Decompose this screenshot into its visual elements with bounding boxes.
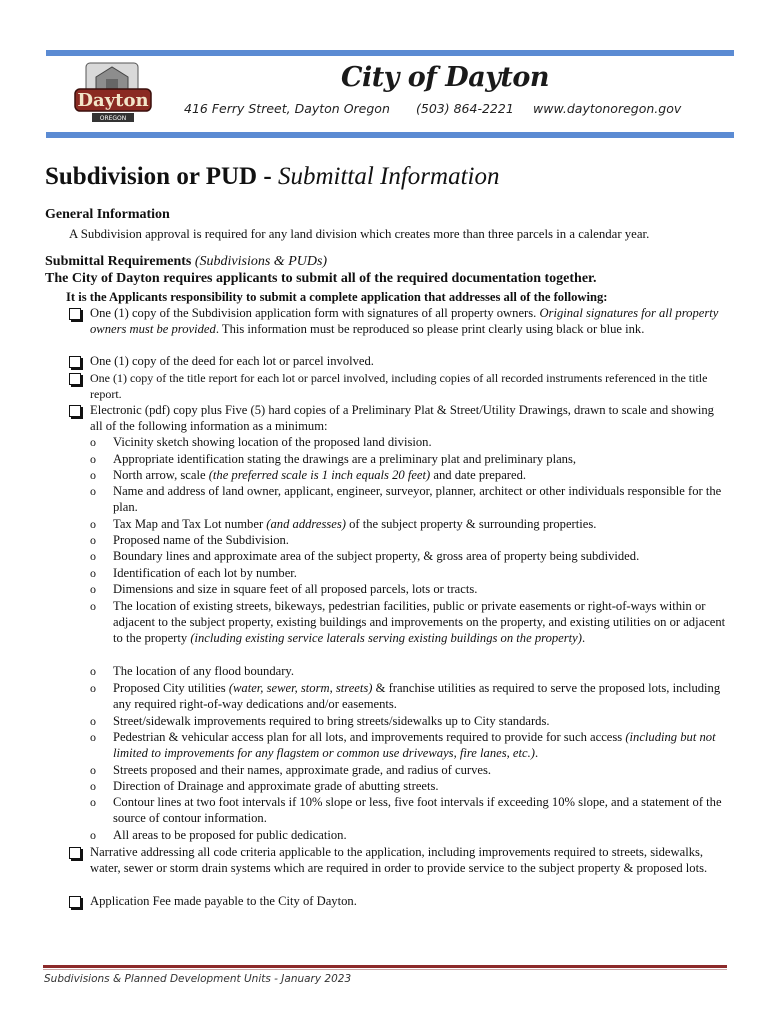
bullet-marker: o	[90, 599, 96, 613]
city-name: City of Dayton	[340, 62, 550, 93]
subitem-public-dedication: All areas to be proposed for public dedication.	[113, 828, 347, 842]
item-narrative: Narrative addressing all code criteria applicable to the application, including improvements required to streets, sidewalks, water, sewer or storm drain systems which are required in order to provide service to the subject property & proposed lots.	[90, 845, 708, 876]
logo-text: Dayton	[77, 90, 149, 111]
subitem-text: & franchise utilities as required to serve the proposed lots, including any required right-of-way dedications and/or easements.	[113, 681, 721, 712]
subitem-city-utilities	[113, 680, 726, 712]
subitem-identification: Appropriate identification stating the drawings are a preliminary plat and preliminary plans,	[113, 452, 577, 466]
bullet-marker: o	[90, 779, 96, 793]
item-italic: Original signatures for all property owners must be provided	[90, 306, 719, 337]
item-preliminary-plat: Electronic (pdf) copy plus Five (5) hard copies of a Preliminary Plat & Street/Utility Drawings, drawn to scale and showing all of the following information as a minimum:	[90, 403, 714, 434]
checkbox-application-form[interactable]	[69, 308, 81, 320]
bullet-marker: o	[90, 484, 96, 498]
subitem-italic: (including but not limited to improvements for any flagstem or common use driveways, fire lanes, etc.)	[113, 730, 716, 761]
subitem-dimensions: Dimensions and size in square feet of all proposed parcels, lots or tracts.	[113, 582, 478, 596]
subitem-proposed-name: Proposed name of the Subdivision.	[113, 533, 289, 547]
subitem-italic: (including existing service laterals serving existing buildings on the property)	[190, 631, 582, 646]
submittal-heading-italic: (Subdivisions & PUDs)	[194, 254, 328, 269]
document-title	[45, 163, 499, 191]
checkbox-preliminary-plat[interactable]	[69, 405, 81, 417]
responsibility-statement: It is the Applicants responsibility to submit a complete application that addresses all of the following:	[66, 290, 608, 304]
subitem-sidewalk-improvements: Street/sidewalk improvements required to bring streets/sidewalks up to City standards.	[113, 714, 550, 728]
footer-rule	[43, 965, 727, 968]
subitem-text: and date prepared.	[433, 468, 527, 482]
bullet-marker: o	[90, 566, 96, 580]
checkbox-application-fee[interactable]	[69, 896, 81, 908]
subitem-flood-boundary: The location of any flood boundary.	[113, 664, 295, 678]
city-address: 416 Ferry Street, Dayton Oregon	[184, 101, 390, 116]
subitem-lot-identification: Identification of each lot by number.	[113, 566, 297, 580]
subitem-boundary-lines: Boundary lines and approximate area of the subject property, & gross area of property being subdivided.	[113, 549, 640, 563]
subitem-text: .	[534, 746, 539, 761]
item-text: . This information must be reproduced so please print clearly using black or blue ink.	[215, 322, 645, 337]
subitem-tax-map	[113, 516, 726, 532]
subitem-text: .	[581, 631, 586, 646]
item-deed: One (1) copy of the deed for each lot or parcel involved.	[90, 354, 374, 368]
bullet-marker: o	[90, 533, 96, 547]
subitem-access-plan	[113, 729, 726, 761]
checkbox-narrative[interactable]	[69, 847, 81, 859]
subitem-text: Tax Map and Tax Lot number	[113, 517, 264, 531]
city-phone: (503) 864-2221	[416, 101, 514, 116]
logo-subtext: OREGON	[99, 115, 127, 122]
header-top-bar	[46, 50, 734, 56]
subitem-italic: (the preferred scale is 1 inch equals 20 feet)	[208, 468, 431, 482]
subitem-text: Pedestrian & vehicular access plan for all lots, and improvements required to provide for such access	[113, 730, 623, 744]
subitem-text: North arrow, scale	[113, 468, 206, 482]
subitem-italic: (and addresses)	[266, 517, 346, 531]
bullet-marker: o	[90, 714, 96, 728]
footer-text: Subdivisions & Planned Development Units - January 2023	[44, 973, 352, 985]
checkbox-deed[interactable]	[69, 356, 81, 368]
item-application-fee: Application Fee made payable to the City of Dayton.	[90, 894, 357, 908]
subitem-contour-lines: Contour lines at two foot intervals if 10% slope or less, five foot intervals if exceeding 10% slope, and a statement of the source of contour information.	[113, 795, 722, 826]
subitem-drainage: Direction of Drainage and approximate grade of abutting streets.	[113, 779, 439, 793]
subitem-existing-streets	[113, 598, 726, 647]
bullet-marker: o	[90, 435, 96, 449]
general-info-text: A Subdivision approval is required for any land division which creates more than three parcels in a calendar year.	[69, 227, 650, 241]
subitem-text: Proposed City utilities	[113, 681, 226, 695]
subitem-north-arrow	[113, 467, 726, 483]
bullet-marker: o	[90, 828, 96, 842]
requirement-statement: The City of Dayton requires applicants to submit all of the required documentation together.	[45, 271, 597, 286]
bullet-marker: o	[90, 664, 96, 678]
title-bold: Subdivision or PUD -	[45, 163, 272, 190]
subitem-text: The location of existing streets, bikeways, pedestrian facilities, public or private easements or right-of-ways within or adjacent to the subject property, existing buildings and improvements on the property, and existing utilities on or adjacent to the property	[113, 599, 726, 646]
header-bottom-bar	[46, 132, 734, 138]
bullet-marker: o	[90, 582, 96, 596]
submittal-heading-bold: Submittal Requirements	[45, 254, 192, 269]
bullet-marker: o	[90, 763, 96, 777]
bullet-marker: o	[90, 730, 96, 744]
subitem-vicinity-sketch: Vicinity sketch showing location of the proposed land division.	[113, 435, 432, 449]
bullet-marker: o	[90, 549, 96, 563]
submittal-heading	[45, 254, 327, 270]
bullet-marker: o	[90, 681, 96, 695]
bullet-marker: o	[90, 517, 96, 531]
footer-rule-thin	[43, 969, 727, 970]
item-text: One (1) copy of the Subdivision application form with signatures of all property owners.	[90, 306, 537, 320]
bullet-marker: o	[90, 452, 96, 466]
item-application-form	[90, 305, 726, 337]
subitem-italic: (water, sewer, storm, streets)	[228, 681, 373, 695]
subitem-text: of the subject property & surrounding properties.	[349, 517, 597, 531]
subitem-streets-proposed: Streets proposed and their names, approximate grade, and radius of curves.	[113, 763, 492, 777]
checkbox-title-report[interactable]	[69, 373, 81, 385]
general-info-heading: General Information	[45, 207, 170, 222]
bullet-marker: o	[90, 795, 96, 809]
bullet-marker: o	[90, 468, 96, 482]
city-logo	[72, 59, 154, 127]
city-website: www.daytonoregon.gov	[533, 101, 682, 116]
title-italic: Submittal Information	[277, 163, 500, 190]
subitem-name-address: Name and address of land owner, applicant, engineer, surveyor, planner, architect or other individuals responsible for the plan.	[113, 484, 722, 515]
item-title-report: One (1) copy of the title report for each lot or parcel involved, including copies of all recorded instruments referenced in the title report.	[90, 371, 708, 402]
